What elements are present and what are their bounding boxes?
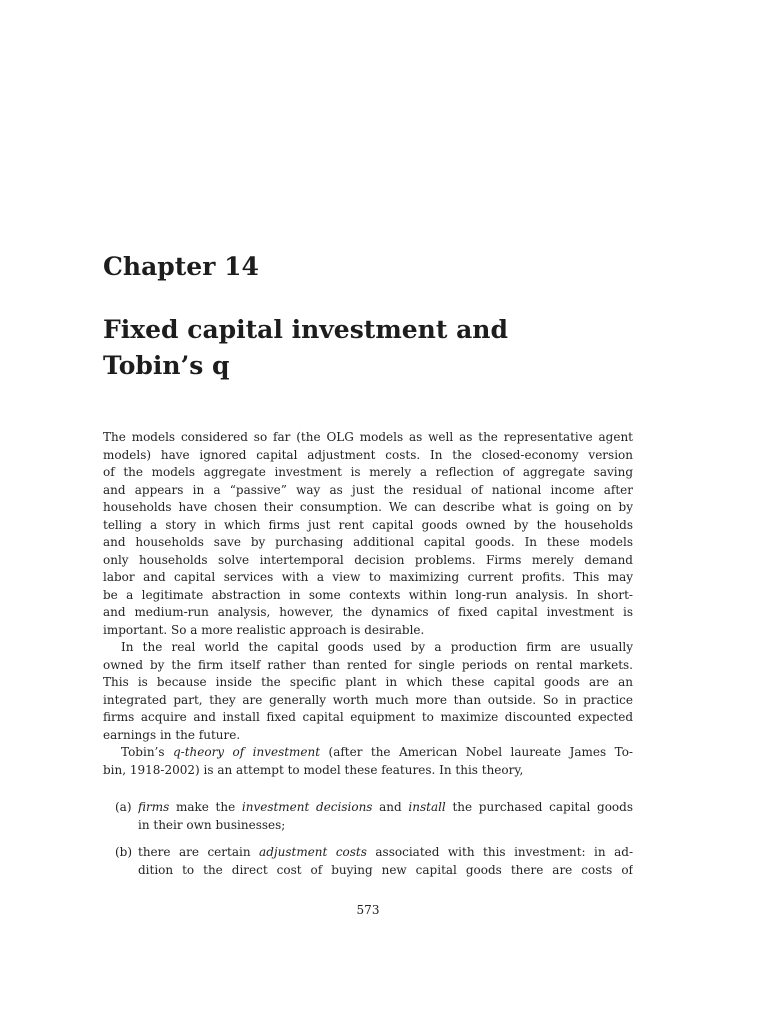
q-theory-term: q-theory of investment xyxy=(172,745,321,759)
emphasis-adjustment-costs: adjustment costs xyxy=(259,845,367,859)
list-item-line: in their own businesses; xyxy=(138,817,286,832)
paragraph-3-line xyxy=(103,744,633,762)
list-text: make the xyxy=(169,800,242,814)
chapter-title-line-2: Tobin’s q xyxy=(103,351,230,380)
paragraph-2-line: firms acquire and install fixed capital equipment to maximize discounted expected xyxy=(103,710,633,724)
paragraph-1-line: households have chosen their consumption. We can describe what is going on by xyxy=(103,500,633,514)
emphasis-firms: firms xyxy=(138,800,170,814)
paragraph-1-line: The models considered so far (the OLG models as well as the representative agent xyxy=(103,430,633,444)
list-item-line: dition to the direct cost of buying new capital goods there are costs of xyxy=(138,862,633,877)
list-text: there are certain xyxy=(138,845,260,859)
body-text xyxy=(103,429,633,779)
page-number: 573 xyxy=(356,903,380,917)
paragraph-1-line: and medium-run analysis, however, the dynamics of fixed capital investment is xyxy=(103,605,633,619)
list-item-b xyxy=(103,844,633,879)
enumerated-list xyxy=(103,799,633,889)
chapter-title-line-1: Fixed capital investment and xyxy=(103,315,508,344)
paragraph-1-line: labor and capital services with a view to maximizing current profits. This may xyxy=(103,570,633,584)
list-text: associated with this investment: in ad- xyxy=(366,845,633,859)
paragraph-1-line: and appears in a “passive” way as just the residual of national income after xyxy=(103,482,633,497)
paragraph-1-line: telling a story in which firms just rent capital goods owned by the households xyxy=(103,517,633,532)
list-item-line xyxy=(138,844,633,862)
paragraph-3-text: Tobin’s xyxy=(121,745,173,759)
paragraph-1-line: important. So a more realistic approach is desirable. xyxy=(103,622,425,637)
paragraph-2-line: In the real world the capital goods used by a production firm are usually xyxy=(121,640,633,654)
list-marker: (b) xyxy=(115,845,133,859)
list-item-a xyxy=(103,799,633,834)
paragraph-1-line: and households save by purchasing additional capital goods. In these models xyxy=(103,535,633,549)
list-text: and xyxy=(372,800,409,814)
chapter-label: Chapter 14 xyxy=(103,252,259,281)
paragraph-1-line: models) have ignored capital adjustment costs. In the closed-economy version xyxy=(103,447,633,462)
paragraph-1-line: only households solve intertemporal decision problems. Firms merely demand xyxy=(103,552,633,567)
emphasis-investment-decisions: investment decisions xyxy=(241,800,373,814)
paragraph-2-line: owned by the firm itself rather than rented for single periods on rental markets. xyxy=(103,657,633,672)
list-text: the purchased capital goods xyxy=(445,800,633,814)
paragraph-1-line: be a legitimate abstraction in some contexts within long-run analysis. In short- xyxy=(103,587,633,602)
paragraph-2-line: earnings in the future. xyxy=(103,727,241,742)
emphasis-install: install xyxy=(408,800,446,814)
paragraph-1-line: of the models aggregate investment is merely a reflection of aggregate saving xyxy=(103,465,633,479)
chapter-title xyxy=(103,312,508,384)
list-marker: (a) xyxy=(115,800,132,814)
paragraph-3-line: bin, 1918-2002) is an attempt to model these features. In this theory, xyxy=(103,762,524,777)
list-item-line xyxy=(138,799,633,817)
paragraph-3-text: (after the American Nobel laureate James To- xyxy=(320,745,633,759)
paragraph-2-line: integrated part, they are generally worth much more than outside. So in practice xyxy=(103,692,633,707)
paragraph-2-line: This is because inside the specific plant in which these capital goods are an xyxy=(103,675,633,689)
